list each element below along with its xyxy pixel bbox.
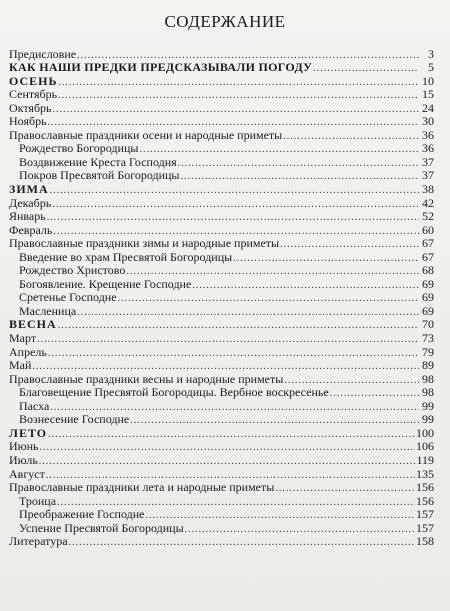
- toc-entry-label: Сентябрь: [9, 87, 58, 102]
- dot-leader: [48, 349, 419, 359]
- toc-entry-page-number: 52: [422, 209, 434, 224]
- toc-entry: [9, 359, 434, 373]
- toc-entry: [9, 61, 434, 75]
- dot-leader: [47, 213, 419, 223]
- toc-entry-page-number: 67: [422, 249, 434, 264]
- dot-leader: [146, 511, 416, 521]
- toc-entry-page-number: 158: [416, 534, 434, 549]
- dot-leader: [58, 321, 419, 331]
- toc-entry-page-number: 119: [416, 452, 434, 467]
- dot-leader: [130, 416, 419, 426]
- toc-entry-page-number: 36: [422, 127, 434, 142]
- dot-leader: [40, 443, 415, 453]
- toc-entry-page-number: 36: [422, 141, 434, 156]
- toc-entry: [9, 47, 434, 61]
- toc-entry-page-number: 10: [422, 73, 434, 88]
- toc-entry-label: Троица: [19, 493, 57, 508]
- toc-entry-page-number: 70: [422, 317, 434, 332]
- dot-leader: [58, 91, 419, 101]
- toc-entry-label: ОСЕНЬ: [9, 73, 58, 88]
- toc-entry: [9, 467, 434, 481]
- toc-entry: [9, 386, 434, 400]
- toc-entry: [9, 291, 434, 305]
- toc-entry-page-number: 3: [428, 46, 434, 61]
- toc-entry-page-number: 68: [422, 263, 434, 278]
- toc-entry-page-number: 30: [422, 114, 434, 129]
- toc-entry-label: Ноябрь: [9, 114, 47, 129]
- toc-entry-page-number: 157: [416, 507, 434, 522]
- dot-leader: [192, 281, 419, 291]
- toc-entry-page-number: 98: [422, 385, 434, 400]
- toc-entry-page-number: 38: [422, 182, 434, 197]
- dot-leader: [58, 78, 419, 88]
- toc-entry-label: Благовещение Пресвятой Богородицы. Вербное воскресенье: [19, 385, 329, 400]
- toc-entry: [9, 115, 434, 129]
- toc-entry: [9, 142, 434, 156]
- toc-entry-label: Декабрь: [9, 195, 52, 210]
- toc-entry-label: Православные праздники зимы и народные приметы: [9, 236, 280, 251]
- toc-entry-label: Пасха: [19, 398, 50, 413]
- toc-entry-label: Преображение Господне: [19, 507, 145, 522]
- toc-entry: [9, 250, 434, 264]
- toc-entry: [9, 345, 434, 359]
- dot-leader: [69, 538, 415, 548]
- toc-entry-label: Рождество Христово: [19, 263, 126, 278]
- toc-entry-label: Воздвижение Креста Господня: [19, 154, 177, 169]
- toc-entry-page-number: 99: [422, 398, 434, 413]
- toc-entry-label: Апрель: [9, 344, 47, 359]
- toc-entry-page-number: 106: [416, 439, 434, 454]
- toc-entry-page-number: 73: [422, 331, 434, 346]
- dot-leader: [178, 159, 419, 169]
- toc-entry-page-number: 79: [422, 344, 434, 359]
- toc-entry-page-number: 89: [422, 358, 434, 373]
- toc-entry: [9, 535, 434, 549]
- toc-entry: [9, 277, 434, 291]
- dot-leader: [48, 118, 419, 128]
- dot-leader: [185, 525, 415, 535]
- toc-entry: [9, 169, 434, 183]
- toc-entry: [9, 453, 434, 467]
- toc-entry-label: Православные праздники лета и народные приметы: [9, 480, 275, 495]
- dot-leader: [77, 51, 419, 61]
- toc-entry: [9, 440, 434, 454]
- toc-entry: [9, 508, 434, 522]
- toc-entry: [9, 237, 434, 251]
- toc-entry-label: Июль: [9, 452, 38, 467]
- toc-entry-page-number: 37: [422, 154, 434, 169]
- toc-entry-page-number: 60: [422, 222, 434, 237]
- toc-entry: [9, 318, 434, 332]
- toc-entry-page-number: 5: [428, 60, 434, 75]
- toc-entry-page-number: 157: [416, 520, 434, 535]
- toc-entry-page-number: 69: [422, 290, 434, 305]
- toc-entry-page-number: 69: [422, 276, 434, 291]
- toc-entry: [9, 223, 434, 237]
- dot-leader: [53, 227, 419, 237]
- dot-leader: [50, 186, 419, 196]
- dot-leader: [330, 389, 419, 399]
- toc-entry-label: Введение во храм Пресвятой Богородицы: [19, 249, 233, 264]
- toc-entry-label: Православные праздники весны и народные приметы: [9, 371, 284, 386]
- toc-entry: [9, 304, 434, 318]
- toc-entry-label: Успение Пресвятой Богородицы: [19, 520, 184, 535]
- toc-entry-label: Масленица: [19, 303, 77, 318]
- table-of-contents: [9, 47, 434, 548]
- toc-entry: [9, 182, 434, 196]
- dot-leader: [126, 267, 419, 277]
- toc-entry-label: Февраль: [9, 222, 53, 237]
- toc-entry: [9, 521, 434, 535]
- toc-entry-label: ВЕСНА: [9, 317, 57, 332]
- toc-entry: [9, 426, 434, 440]
- toc-entry-label: ЗИМА: [9, 182, 49, 197]
- toc-entry-label: Литература: [9, 534, 68, 549]
- toc-entry-page-number: 98: [422, 371, 434, 386]
- toc-entry: [9, 101, 434, 115]
- toc-entry: [9, 128, 434, 142]
- dot-leader: [313, 64, 419, 74]
- dot-leader: [77, 308, 419, 318]
- toc-entry: [9, 481, 434, 495]
- toc-entry-page-number: 156: [416, 480, 434, 495]
- toc-entry-page-number: 37: [422, 168, 434, 183]
- toc-entry: [9, 210, 434, 224]
- toc-entry-page-number: 99: [422, 412, 434, 427]
- toc-entry-label: Август: [9, 466, 45, 481]
- toc-entry-label: Покров Пресвятой Богородицы: [19, 168, 180, 183]
- dot-leader: [280, 240, 419, 250]
- dot-leader: [37, 335, 419, 345]
- toc-entry-page-number: 15: [422, 87, 434, 102]
- toc-entry-label: Октябрь: [9, 100, 52, 115]
- toc-entry-page-number: 42: [422, 195, 434, 210]
- toc-entry-label: Сретенье Господне: [19, 290, 117, 305]
- toc-entry-label: Рождество Богородицы: [19, 141, 139, 156]
- toc-entry-page-number: 135: [416, 466, 434, 481]
- dot-leader: [46, 471, 415, 481]
- dot-leader: [52, 200, 419, 210]
- dot-leader: [283, 132, 419, 142]
- toc-entry-label: ЛЕТО: [9, 425, 48, 440]
- toc-entry: [9, 399, 434, 413]
- toc-entry-label: Июнь: [9, 439, 39, 454]
- dot-leader: [139, 145, 419, 155]
- toc-entry-label: Православные праздники осени и народные приметы: [9, 127, 283, 142]
- toc-entry: [9, 413, 434, 427]
- toc-entry: [9, 331, 434, 345]
- dot-leader: [53, 105, 419, 115]
- toc-entry-label: Май: [9, 358, 32, 373]
- toc-entry: [9, 372, 434, 386]
- dot-leader: [284, 376, 419, 386]
- toc-entry: [9, 155, 434, 169]
- dot-leader: [57, 498, 415, 508]
- toc-entry-page-number: 156: [416, 493, 434, 508]
- page-title: СОДЕРЖАНИЕ: [164, 12, 286, 31]
- dot-leader: [50, 403, 419, 413]
- toc-entry-page-number: 100: [416, 425, 434, 440]
- toc-entry-page-number: 67: [422, 236, 434, 251]
- toc-entry-label: Богоявление. Крещение Господне: [19, 276, 192, 291]
- dot-leader: [181, 172, 420, 182]
- dot-leader: [275, 484, 415, 494]
- dot-leader: [118, 294, 419, 304]
- toc-entry-label: Март: [9, 331, 37, 346]
- toc-entry-label: Предисловие: [9, 46, 77, 61]
- toc-entry-label: КАК НАШИ ПРЕДКИ ПРЕДСКАЗЫВАЛИ ПОГОДУ: [9, 60, 313, 75]
- toc-entry: [9, 88, 434, 102]
- toc-entry-label: Вознесение Господне: [19, 412, 130, 427]
- toc-entry: [9, 74, 434, 88]
- toc-entry-page-number: 24: [422, 100, 434, 115]
- toc-entry: [9, 264, 434, 278]
- toc-entry: [9, 494, 434, 508]
- dot-leader: [39, 457, 416, 467]
- dot-leader: [233, 254, 419, 264]
- toc-entry-page-number: 69: [422, 303, 434, 318]
- dot-leader: [48, 430, 415, 440]
- toc-entry-label: Январь: [9, 209, 46, 224]
- toc-entry: [9, 196, 434, 210]
- dot-leader: [32, 362, 419, 372]
